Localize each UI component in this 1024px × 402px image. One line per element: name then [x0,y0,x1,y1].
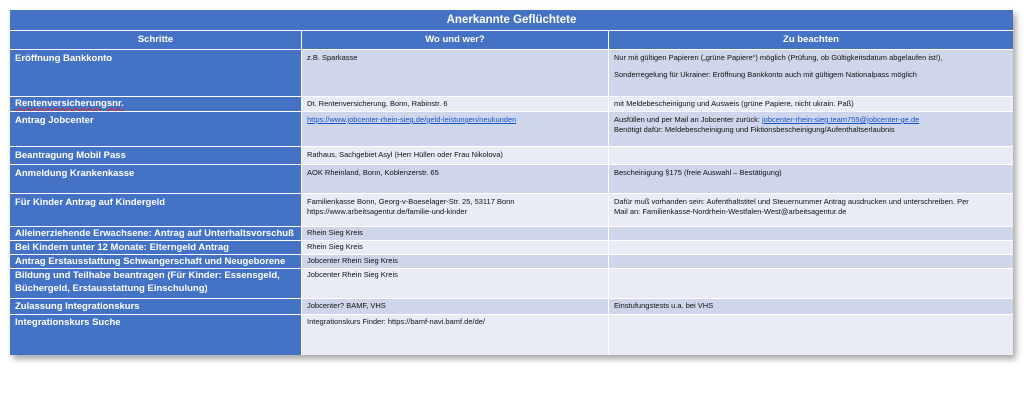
header-notes: Zu beachten [783,34,839,45]
where-cell: Rhein Sieg Kreis [302,227,609,240]
where-cell: Dt. Rentenversicherung, Bonn, Rabinstr. 6 [302,97,609,111]
header-where: Wo und wer? [302,31,609,49]
where-cell: Rhein Sieg Kreis [302,241,609,254]
step-cell: Anmeldung Krankenkasse [10,165,302,193]
step-cell: Beantragung Mobil Pass [10,147,302,164]
where-cell: Jobcenter Rhein Sieg Kreis [302,269,609,298]
where-cell: Integrationskurs Finder: https://bamf-navi.bamf.de/de/ [302,315,609,355]
table-row [10,49,1013,96]
note-cell [609,227,1013,240]
table-row [10,96,1013,111]
note-line: Sonderregelung für Ukrainer: Eröffnung Bankkonto auch mit gültigem Nationalpass möglich [614,70,917,79]
step-cell: Bildung und Teilhabe beantragen (Für Kinder: Essensgeld, Büchergeld, Erstausstattung Einschulung) [10,269,302,298]
note-line: Benötigt dafür: Meldebescheinigung und Fiktionsbescheinigung/Aufenthaltserlaubnis [614,125,895,134]
jobcenter-link[interactable]: https://www.jobcenter-rhein-sieg.de/geld-leistungen/neukunden [307,115,517,124]
table-header [10,31,1013,49]
table-row [10,146,1013,164]
where-cell: Jobcenter? BAMF, VHS [302,299,609,314]
note-cell: Dafür muß vorhanden sein: Aufenthaltstitel und Steuernummer Antrag ausdrucken und unterschreiben. Per Mail an: Familienkasse-Nordrhein-Westfalen-West@arbeitsagentur.de [609,194,1013,226]
note-cell [609,147,1013,164]
step-cell: Antrag Jobcenter [10,112,302,146]
where-cell: z.B. Sparkasse [302,50,609,96]
table-row [10,268,1013,298]
note-cell [609,255,1013,268]
step-cell: Integrationskurs Suche [10,315,302,355]
where-cell: Rathaus, Sachgebiet Asyl (Herr Hüllen oder Frau Nikolova) [302,147,609,164]
where-cell [302,112,609,146]
step-cell: Rentenversicherungsnr. [10,97,302,111]
table-row [10,226,1013,240]
note-cell [609,241,1013,254]
email-link[interactable]: jobcenter-rhein-sieg.team755@jobcenter-ge.de [762,115,920,124]
table-row [10,314,1013,355]
table-row [10,193,1013,226]
note-cell: Bescheinigung §175 (freie Auswahl – Bestätigung) [609,165,1013,193]
step-cell: Antrag Erstausstattung Schwangerschaft und Neugeborene [10,255,302,268]
note-cell [609,269,1013,298]
note-cell [609,315,1013,355]
step-cell: Für Kinder Antrag auf Kindergeld [10,194,302,226]
where-cell: AOK Rheinland, Bonn, Koblenzerstr. 65 [302,165,609,193]
header-steps: Schritte [10,31,302,49]
note-cell [609,50,1013,96]
note-cell: Ausfüllen und per Mail an Jobcenter zurück: jobcenter-rhein-sieg.team755@jobcenter-ge.de Benötigt dafür: Meldebescheinigung und Fiktionsbescheinigung/Aufenthaltserlaubnis [609,112,1013,146]
step-cell: Alleinerziehende Erwachsene: Antrag auf Unterhaltsvorschuß [10,227,302,240]
steps-table [10,10,1013,355]
note-cell: Einstufungstests u.a. bei VHS [609,299,1013,314]
step-cell: Zulassung Integrationskurs [10,299,302,314]
table-row [10,254,1013,268]
table-row [10,111,1013,146]
step-cell: Bei Kindern unter 12 Monate: Elterngeld Antrag [10,241,302,254]
table-row [10,164,1013,193]
step-cell: Eröffnung Bankkonto [10,50,302,96]
table-row [10,240,1013,254]
note-cell: mit Meldebescheinigung und Ausweis (grüne Papiere, nicht ukrain. Paß) [609,97,1013,111]
table-title: Anerkannte Geflüchtete [10,10,1013,31]
note-line: Nur mit gültigen Papieren („grüne Papiere“) möglich (Prüfung, ob Gültigkeitsdatum abgelaufen ist!), [614,53,943,62]
where-cell: Jobcenter Rhein Sieg Kreis [302,255,609,268]
table-row [10,298,1013,314]
where-cell: Familienkasse Bonn, Georg-v-Boeselager-Str. 25, 53117 Bonn https://www.arbeitsagentur.de/familie-und-kinder [302,194,609,226]
